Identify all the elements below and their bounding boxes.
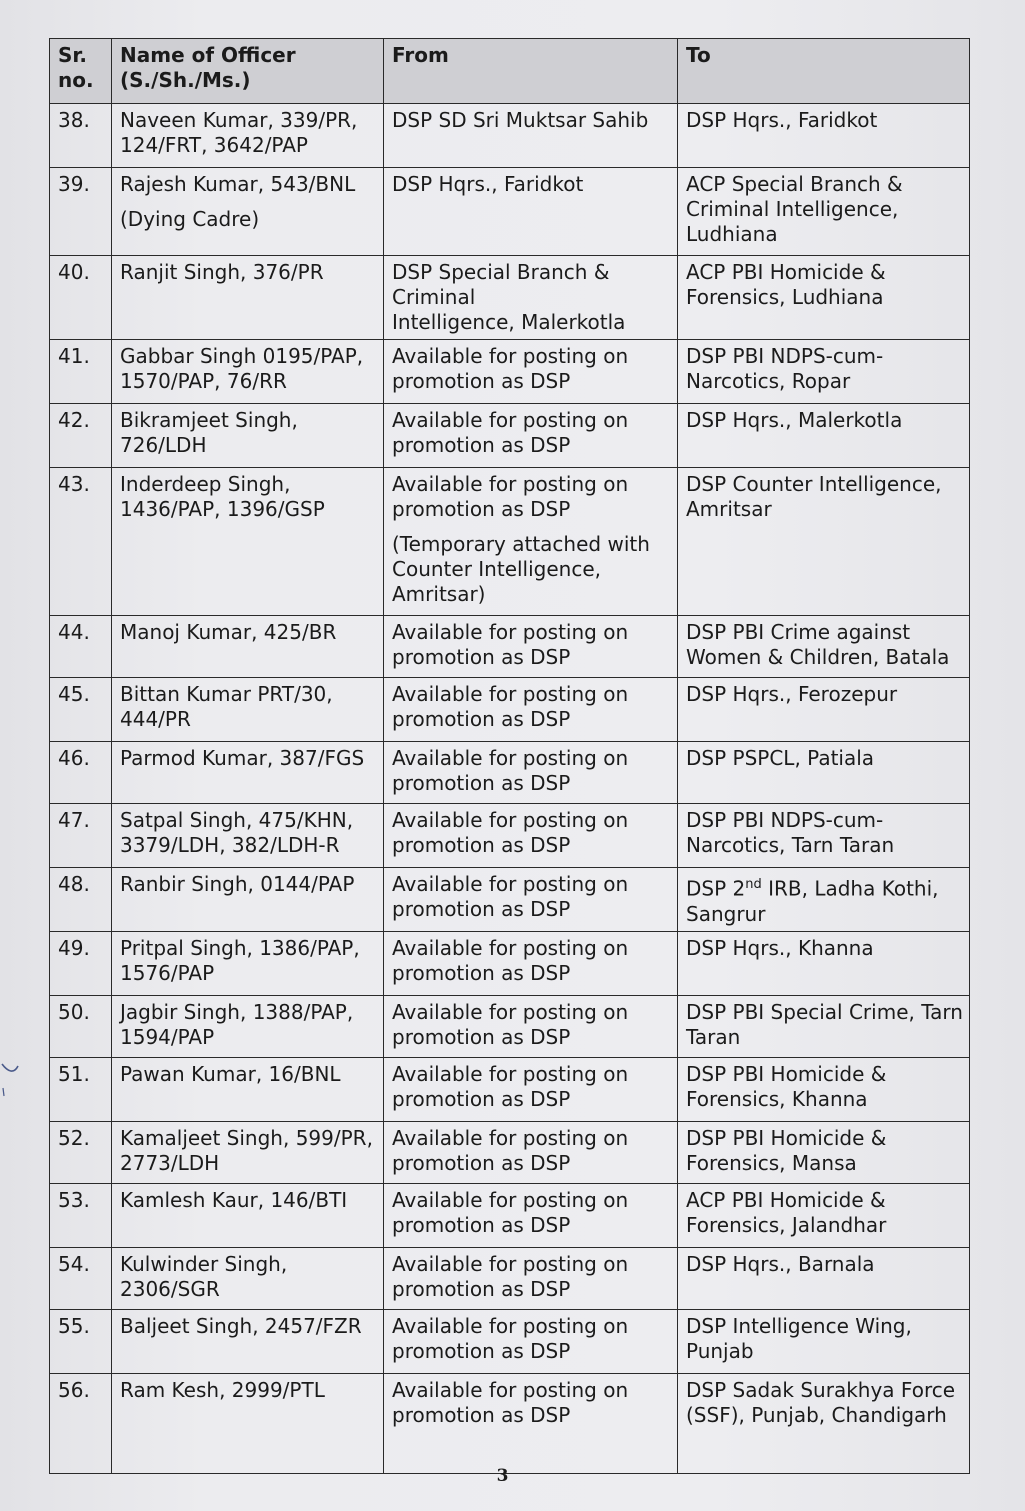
cell-officer-name — [112, 468, 384, 616]
to-line: DSP Hqrs., Ferozepur — [686, 682, 898, 706]
table-row — [50, 256, 970, 340]
serial-number: 55. — [58, 1313, 90, 1338]
from-line: promotion as DSP — [392, 1276, 571, 1301]
serial-number: 46. — [58, 746, 90, 770]
table-row — [50, 678, 970, 742]
cell-to — [678, 256, 970, 340]
table-body — [50, 104, 970, 1474]
cell-from — [384, 1373, 678, 1473]
to-line: DSP PBI Homicide & — [686, 1125, 887, 1150]
cell-to — [678, 804, 970, 868]
cell-sr-no — [50, 168, 112, 256]
from-line: promotion as DSP — [392, 433, 571, 457]
serial-number: 38. — [58, 108, 90, 132]
header-sr-line-1: Sr. — [58, 43, 88, 67]
cell-from — [384, 340, 678, 404]
officer-name-line: Rajesh Kumar, 543/BNL — [120, 172, 356, 196]
cell-to — [678, 1373, 970, 1473]
cell-officer-name — [112, 995, 384, 1057]
to-line: Punjab — [686, 1338, 754, 1363]
from-line: Available for posting on — [392, 872, 629, 896]
table-row — [50, 1247, 970, 1309]
officer-name-line: Ranjit Singh, 376/PR — [120, 260, 324, 284]
from-line: Available for posting on — [392, 344, 629, 368]
cell-sr-no — [50, 742, 112, 804]
from-line: promotion as DSP — [392, 1338, 571, 1363]
header-to — [678, 39, 970, 104]
table-row — [50, 742, 970, 804]
table-row — [50, 1057, 970, 1121]
to-line: DSP PBI Special Crime, Tarn — [686, 999, 963, 1024]
cell-officer-name — [112, 168, 384, 256]
from-line: promotion as DSP — [392, 771, 571, 795]
cell-to — [678, 616, 970, 678]
cell-officer-name — [112, 104, 384, 168]
header-name-line-1: Name of Officer — [120, 43, 296, 67]
cell-sr-no — [50, 256, 112, 340]
to-line: Narcotics, Ropar — [686, 369, 851, 393]
serial-number: 42. — [58, 408, 90, 432]
officer-name-line: Pritpal Singh, 1386/PAP, — [120, 935, 360, 960]
table-row — [50, 168, 970, 256]
cell-from — [384, 168, 678, 256]
to-line: DSP PBI Crime against — [686, 620, 911, 644]
officer-name-line: 1436/PAP, 1396/GSP — [120, 497, 325, 521]
cell-officer-name — [112, 616, 384, 678]
table-row — [50, 931, 970, 995]
serial-number: 40. — [58, 260, 90, 284]
from-line: Available for posting on — [392, 999, 629, 1024]
cell-to — [678, 1057, 970, 1121]
from-line: promotion as DSP — [392, 1024, 571, 1049]
from-line: Available for posting on — [392, 1377, 629, 1402]
cell-sr-no — [50, 1057, 112, 1121]
table-row — [50, 1121, 970, 1183]
officer-name-line: Pawan Kumar, 16/BNL — [120, 1061, 341, 1086]
to-line: DSP Sadak Surakhya Force — [686, 1377, 956, 1402]
table-header-row — [50, 39, 970, 104]
serial-number: 41. — [58, 344, 90, 368]
cell-from — [384, 256, 678, 340]
to-line: Forensics, Jalandhar — [686, 1212, 887, 1237]
header-from — [384, 39, 678, 104]
from-line: Available for posting on — [392, 746, 629, 770]
officer-name-line: Kamaljeet Singh, 599/PR, — [120, 1125, 373, 1150]
officer-name-line: 1594/PAP — [120, 1024, 215, 1049]
table-row — [50, 1183, 970, 1247]
serial-number: 48. — [58, 872, 90, 896]
cell-sr-no — [50, 1183, 112, 1247]
to-line: Forensics, Khanna — [686, 1086, 868, 1111]
to-line: Criminal Intelligence, — [686, 197, 899, 221]
header-name — [112, 39, 384, 104]
header-name-line-2: (S./Sh./Ms.) — [120, 68, 251, 92]
from-line: Available for posting on — [392, 1187, 629, 1212]
from-line: promotion as DSP — [392, 707, 571, 731]
serial-number: 45. — [58, 682, 90, 706]
pen-mark — [0, 1050, 22, 1100]
cell-sr-no — [50, 868, 112, 932]
cell-sr-no — [50, 931, 112, 995]
to-line: Amritsar — [686, 497, 772, 521]
cell-to — [678, 1121, 970, 1183]
cell-from — [384, 868, 678, 932]
to-line: ACP PBI Homicide & — [686, 1187, 886, 1212]
officer-name-line: Inderdeep Singh, — [120, 472, 291, 496]
to-line: DSP PBI NDPS-cum- — [686, 344, 884, 368]
cell-from — [384, 804, 678, 868]
cell-from — [384, 616, 678, 678]
to-line: Ludhiana — [686, 222, 778, 246]
from-note-line: (Temporary attached with — [392, 532, 650, 556]
to-line: ACP PBI Homicide & — [686, 260, 886, 284]
officer-name-line: Manoj Kumar, 425/BR — [120, 620, 337, 644]
serial-number: 56. — [58, 1377, 90, 1402]
from-line: promotion as DSP — [392, 497, 571, 521]
serial-number: 52. — [58, 1125, 90, 1150]
from-line: DSP SD Sri Muktsar Sahib — [392, 108, 649, 132]
to-line: DSP Hqrs., Faridkot — [686, 108, 878, 132]
officer-name-line: Kulwinder Singh, 2306/SGR — [120, 1251, 288, 1301]
table-row — [50, 804, 970, 868]
from-note-line: Counter Intelligence, — [392, 557, 602, 581]
from-line: Intelligence, Malerkotla — [392, 310, 626, 334]
cell-to — [678, 468, 970, 616]
from-line: promotion as DSP — [392, 645, 571, 669]
to-line: DSP PBI Homicide & — [686, 1061, 887, 1086]
from-line: promotion as DSP — [392, 369, 571, 393]
cell-sr-no — [50, 804, 112, 868]
officer-name-line: 2773/LDH — [120, 1150, 220, 1175]
cell-to — [678, 1309, 970, 1373]
cell-officer-name — [112, 1247, 384, 1309]
cell-from — [384, 931, 678, 995]
posting-table — [49, 38, 970, 1474]
serial-number: 50. — [58, 999, 90, 1024]
page-number: 3 — [496, 1466, 509, 1486]
cell-to — [678, 678, 970, 742]
cell-to — [678, 1247, 970, 1309]
cell-sr-no — [50, 104, 112, 168]
from-line: Available for posting on — [392, 408, 629, 432]
to-line: DSP Hqrs., Barnala — [686, 1251, 875, 1276]
cell-officer-name — [112, 1309, 384, 1373]
cell-to — [678, 104, 970, 168]
serial-number: 51. — [58, 1061, 90, 1086]
cell-sr-no — [50, 468, 112, 616]
cell-from — [384, 1247, 678, 1309]
to-line: Sangrur — [686, 901, 766, 926]
from-line: promotion as DSP — [392, 1086, 571, 1111]
cell-from — [384, 104, 678, 168]
from-line: promotion as DSP — [392, 1402, 571, 1427]
from-line: Available for posting on — [392, 1251, 629, 1276]
header-sr-line-2: no. — [58, 68, 94, 92]
to-line: DSP Hqrs., Malerkotla — [686, 408, 903, 432]
serial-number: 44. — [58, 620, 90, 644]
cell-sr-no — [50, 1373, 112, 1473]
officer-name-line: Kamlesh Kaur, 146/BTI — [120, 1187, 348, 1212]
officer-name-line: Bittan Kumar PRT/30, — [120, 682, 333, 706]
cell-officer-name — [112, 404, 384, 468]
cell-to — [678, 868, 970, 932]
cell-to — [678, 931, 970, 995]
officer-name-line: Ranbir Singh, 0144/PAP — [120, 872, 355, 896]
cell-from — [384, 468, 678, 616]
officer-name-line: 1576/PAP — [120, 960, 215, 985]
officer-name-line: 444/PR — [120, 707, 191, 731]
cell-to — [678, 995, 970, 1057]
from-line: DSP Hqrs., Faridkot — [392, 172, 584, 196]
cell-sr-no — [50, 1309, 112, 1373]
to-line: (SSF), Punjab, Chandigarh — [686, 1402, 947, 1427]
cell-sr-no — [50, 340, 112, 404]
from-line: Available for posting on — [392, 808, 629, 832]
officer-name-line: Naveen Kumar, 339/PR, — [120, 108, 358, 132]
cell-sr-no — [50, 404, 112, 468]
cell-officer-name — [112, 256, 384, 340]
cell-officer-name — [112, 1183, 384, 1247]
officer-name-line: Jagbir Singh, 1388/PAP, — [120, 999, 354, 1024]
officer-name-line: Parmod Kumar, 387/FGS — [120, 746, 365, 770]
cell-officer-name — [112, 742, 384, 804]
cell-officer-name — [112, 1121, 384, 1183]
cell-sr-no — [50, 995, 112, 1057]
cell-to — [678, 340, 970, 404]
cell-officer-name — [112, 340, 384, 404]
cell-officer-name — [112, 868, 384, 932]
cell-from — [384, 1309, 678, 1373]
from-line: DSP Special Branch & Criminal — [392, 260, 610, 309]
serial-number: 39. — [58, 172, 90, 196]
to-line: DSP Intelligence Wing, — [686, 1313, 912, 1338]
officer-note: (Dying Cadre) — [120, 207, 260, 231]
from-line: Available for posting on — [392, 1061, 629, 1086]
cell-to — [678, 404, 970, 468]
to-line: DSP PBI NDPS-cum- — [686, 808, 884, 832]
from-line: Available for posting on — [392, 1125, 629, 1150]
to-line: Forensics, Mansa — [686, 1150, 857, 1175]
to-line: Taran — [686, 1024, 741, 1049]
table-row — [50, 868, 970, 932]
cell-from — [384, 1121, 678, 1183]
table-row — [50, 468, 970, 616]
cell-sr-no — [50, 616, 112, 678]
header-from-label: From — [392, 43, 449, 67]
to-line: Forensics, Ludhiana — [686, 285, 884, 309]
officer-name-line: 3379/LDH, 382/LDH-R — [120, 833, 340, 857]
cell-officer-name — [112, 1057, 384, 1121]
to-line: ACP Special Branch & — [686, 172, 903, 196]
cell-from — [384, 1057, 678, 1121]
to-line: DSP Counter Intelligence, — [686, 472, 942, 496]
serial-number: 43. — [58, 472, 90, 496]
table-row — [50, 1309, 970, 1373]
to-line: Women & Children, Batala — [686, 645, 950, 669]
officer-name-line: Gabbar Singh 0195/PAP, — [120, 344, 364, 368]
from-line: promotion as DSP — [392, 1212, 571, 1237]
table-row — [50, 995, 970, 1057]
from-note-line: Amritsar) — [392, 582, 486, 606]
officer-name-line: 124/FRT, 3642/PAP — [120, 133, 308, 157]
serial-number: 47. — [58, 808, 90, 832]
to-line: DSP Hqrs., Khanna — [686, 935, 874, 960]
cell-sr-no — [50, 678, 112, 742]
table-row — [50, 340, 970, 404]
from-line: Available for posting on — [392, 682, 629, 706]
header-to-label: To — [686, 43, 711, 67]
officer-name-line: Baljeet Singh, 2457/FZR — [120, 1313, 362, 1338]
cell-officer-name — [112, 678, 384, 742]
from-line: Available for posting on — [392, 935, 629, 960]
cell-from — [384, 742, 678, 804]
officer-name-line: Ram Kesh, 2999/PTL — [120, 1377, 325, 1402]
officer-name-line: Bikramjeet Singh, 726/LDH — [120, 408, 298, 457]
cell-from — [384, 404, 678, 468]
cell-from — [384, 995, 678, 1057]
from-line: Available for posting on — [392, 620, 629, 644]
cell-officer-name — [112, 804, 384, 868]
table-row — [50, 404, 970, 468]
cell-officer-name — [112, 931, 384, 995]
from-line: promotion as DSP — [392, 833, 571, 857]
officer-name-line: 1570/PAP, 76/RR — [120, 369, 287, 393]
cell-from — [384, 678, 678, 742]
from-line: promotion as DSP — [392, 1150, 571, 1175]
from-line: promotion as DSP — [392, 897, 571, 921]
cell-to — [678, 742, 970, 804]
cell-sr-no — [50, 1247, 112, 1309]
from-line: promotion as DSP — [392, 960, 571, 985]
serial-number: 53. — [58, 1187, 90, 1212]
to-line: Narcotics, Tarn Taran — [686, 833, 895, 857]
from-line: Available for posting on — [392, 1313, 629, 1338]
table-row — [50, 104, 970, 168]
table-row — [50, 616, 970, 678]
serial-number: 49. — [58, 935, 90, 960]
cell-to — [678, 168, 970, 256]
cell-officer-name — [112, 1373, 384, 1473]
to-line: DSP PSPCL, Patiala — [686, 746, 875, 770]
from-line: Available for posting on — [392, 472, 629, 496]
officer-name-line: Satpal Singh, 475/KHN, — [120, 808, 354, 832]
cell-sr-no — [50, 1121, 112, 1183]
cell-to — [678, 1183, 970, 1247]
table-row — [50, 1373, 970, 1473]
serial-number: 54. — [58, 1251, 90, 1276]
to-line: DSP 2nd IRB, Ladha Kothi, — [686, 876, 939, 901]
cell-from — [384, 1183, 678, 1247]
header-sr-no — [50, 39, 112, 104]
